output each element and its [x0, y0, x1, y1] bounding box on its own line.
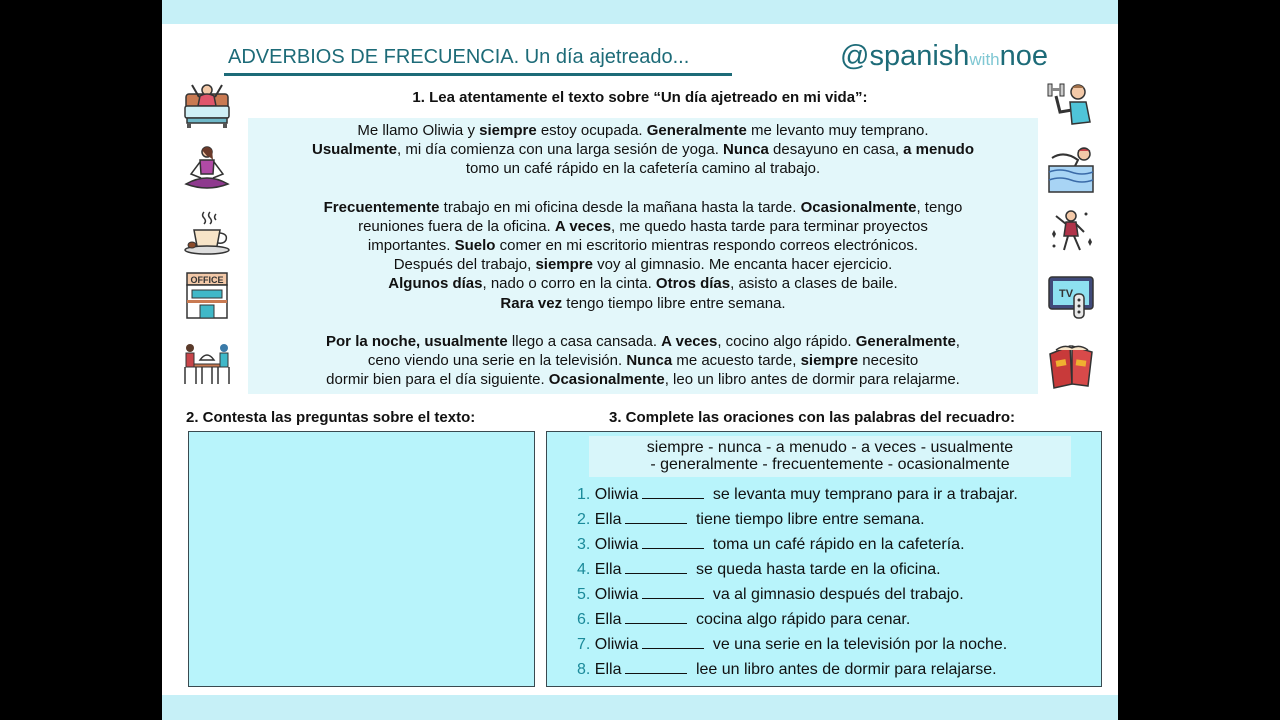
list-item — [577, 484, 1018, 509]
office-building-icon — [182, 270, 232, 320]
item-text: ve una serie en la televisión por la noche. — [712, 636, 1008, 653]
passage-text: , nado o corro en la cinta. — [482, 275, 656, 293]
list-item — [577, 609, 1018, 634]
passage-text: me acuesto tarde, — [672, 352, 801, 370]
list-item — [577, 659, 1018, 684]
item-number: 5. — [577, 586, 591, 603]
passage-text: llego a casa cansada. — [507, 332, 662, 350]
passage-line — [248, 159, 1038, 178]
item-subject: Ella — [594, 661, 622, 678]
passage-text: , leo un libro antes de dormir para relajarme. — [664, 371, 960, 389]
adverb-highlight: Generalmente — [646, 122, 747, 139]
dinner-table-icon — [182, 338, 232, 388]
item-subject: Oliwia — [594, 586, 639, 603]
item-text: toma un café rápido en la cafetería. — [712, 536, 965, 553]
adverb-highlight: Nunca — [723, 141, 769, 159]
adverb-highlight: Algunos días — [388, 275, 483, 293]
passage-text: , — [955, 332, 960, 350]
item-text: lee un libro antes de dormir para relajarse. — [695, 661, 997, 678]
item-subject: Oliwia — [594, 536, 639, 553]
worksheet-page — [162, 0, 1118, 720]
item-number: 4. — [577, 561, 591, 578]
blank-field[interactable] — [625, 509, 687, 524]
blank-field[interactable] — [642, 484, 704, 499]
book-icon — [1046, 340, 1096, 390]
section2-heading: 2. Contesta las preguntas sobre el texto: — [186, 409, 476, 426]
passage-line — [248, 274, 1038, 293]
adverb-highlight: Suelo — [454, 237, 496, 255]
yoga-icon — [182, 144, 232, 194]
blank-field[interactable] — [642, 534, 704, 549]
passage-text: desayuno en casa, — [768, 141, 904, 159]
item-text: cocina algo rápido para cenar. — [695, 611, 911, 628]
section1-heading: 1. Lea atentamente el texto sobre “Un día ajetreado en mi vida”: — [412, 89, 868, 106]
item-number: 3. — [577, 536, 591, 553]
svg-text:OFFICE: OFFICE — [190, 275, 224, 285]
adverb-highlight: Generalmente — [855, 332, 956, 350]
top-band — [162, 0, 1118, 24]
passage-line — [248, 236, 1038, 255]
passage-text: Después del trabajo, — [393, 256, 536, 274]
list-item — [577, 509, 1018, 534]
adverb-highlight: Ocasionalmente — [548, 371, 665, 389]
blank-field[interactable] — [625, 609, 687, 624]
item-subject: Oliwia — [594, 486, 639, 503]
adverb-highlight: Frecuentemente — [323, 198, 440, 216]
passage-text: estoy ocupada. — [536, 122, 647, 139]
passage-line — [248, 217, 1038, 236]
passage-line — [248, 351, 1038, 370]
bed-wakeup-icon — [182, 80, 232, 130]
item-subject: Ella — [594, 611, 622, 628]
item-number: 8. — [577, 661, 591, 678]
item-subject: Ella — [594, 511, 622, 528]
list-item — [577, 559, 1018, 584]
passage-text: , tengo — [916, 198, 963, 216]
blank-field[interactable] — [625, 559, 687, 574]
item-text: se queda hasta tarde en la oficina. — [695, 561, 941, 578]
passage-text: , mi día comienza con una larga sesión de yoga. — [397, 141, 724, 159]
passage-text: ceno viendo una serie en la televisión. — [367, 352, 627, 370]
blank-field[interactable] — [642, 634, 704, 649]
item-number: 6. — [577, 611, 591, 628]
passage-line — [248, 255, 1038, 274]
brand-with: with — [969, 50, 1000, 69]
item-subject: Ella — [594, 561, 622, 578]
adverb-highlight: Nunca — [626, 352, 673, 370]
passage-text: reuniones fuera de la oficina. — [358, 217, 555, 235]
list-item — [577, 584, 1018, 609]
fill-in-exercise — [546, 431, 1102, 687]
adverb-highlight: A veces — [554, 217, 612, 235]
passage-line — [248, 294, 1038, 313]
passage-text: tengo tiempo libre entre semana. — [562, 294, 786, 312]
adverb-highlight: siempre — [800, 352, 859, 370]
passage-text: necesito — [858, 352, 919, 370]
worksheet-title: ADVERBIOS DE FRECUENCIA. Un día ajetreado... — [228, 46, 690, 68]
adverb-highlight: A veces — [661, 332, 718, 350]
passage-text: , cocino algo rápido. — [717, 332, 856, 350]
item-number: 2. — [577, 511, 591, 528]
brand-at: @spanish — [840, 40, 970, 72]
word-bank — [589, 436, 1071, 477]
adverb-highlight: Ocasionalmente — [800, 198, 917, 216]
item-number: 1. — [577, 486, 591, 503]
word-bank-line-1: siempre - nunca - a menudo - a veces - usualmente — [646, 439, 1014, 456]
passage-text: voy al gimnasio. Me encanta hacer ejercicio. — [593, 256, 893, 274]
section3-heading: 3. Complete las oraciones con las palabras del recuadro: — [609, 409, 1015, 426]
sentence-list — [577, 484, 1018, 684]
passage-text: , asisto a clases de baile. — [730, 275, 898, 293]
adverb-highlight: a menudo — [903, 141, 974, 159]
passage-text: Me llamo Oliwia y — [357, 122, 480, 139]
adverb-highlight: Por la noche, usualmente — [326, 332, 508, 350]
item-text: tiene tiempo libre entre semana. — [695, 511, 925, 528]
passage-text: comer en mi escritorio mientras respondo correos electrónicos. — [495, 237, 919, 255]
item-subject: Oliwia — [594, 636, 639, 653]
passage-line — [248, 140, 1038, 159]
svg-text:TV: TV — [1059, 288, 1074, 300]
passage-line — [248, 198, 1038, 217]
passage-line — [248, 370, 1038, 389]
word-bank-line-2: - generalmente - frecuentemente - ocasionalmente — [650, 456, 1010, 473]
passage-text: , me quedo hasta tarde para terminar proyectos — [611, 217, 928, 235]
item-text: se levanta muy temprano para ir a trabajar. — [712, 486, 1018, 503]
reading-passage — [248, 118, 1038, 394]
passage-text: importantes. — [367, 237, 455, 255]
item-text: va al gimnasio después del trabajo. — [712, 586, 964, 603]
passage-text: me levanto muy temprano. — [746, 122, 929, 139]
adverb-highlight: Otros días — [655, 275, 731, 293]
title-underline — [224, 73, 732, 76]
blank-field[interactable] — [625, 659, 687, 674]
tv-remote-icon — [1046, 272, 1096, 322]
passage-text: dormir bien para el día siguiente. — [326, 371, 549, 389]
passage-line — [248, 121, 1038, 140]
brand-handle — [840, 40, 1048, 73]
answer-box[interactable] — [188, 431, 535, 687]
adverb-highlight: Usualmente — [311, 141, 398, 159]
item-number: 7. — [577, 636, 591, 653]
blank-field[interactable] — [642, 584, 704, 599]
brand-name: noe — [999, 40, 1049, 72]
passage-text: trabajo en mi oficina desde la mañana hasta la tarde. — [439, 198, 801, 216]
passage-line — [248, 332, 1038, 351]
adverb-highlight: siempre — [535, 256, 593, 274]
bottom-band — [162, 695, 1118, 720]
list-item — [577, 534, 1018, 559]
adverb-highlight: Rara vez — [500, 294, 563, 312]
list-item — [577, 634, 1018, 659]
adverb-highlight: siempre — [479, 122, 537, 139]
coffee-cup-icon — [182, 208, 232, 258]
swimming-icon — [1046, 144, 1096, 194]
weightlifting-icon — [1046, 78, 1096, 128]
passage-text: tomo un café rápido en la cafetería camino al trabajo. — [465, 160, 821, 178]
dancing-icon — [1046, 206, 1096, 256]
